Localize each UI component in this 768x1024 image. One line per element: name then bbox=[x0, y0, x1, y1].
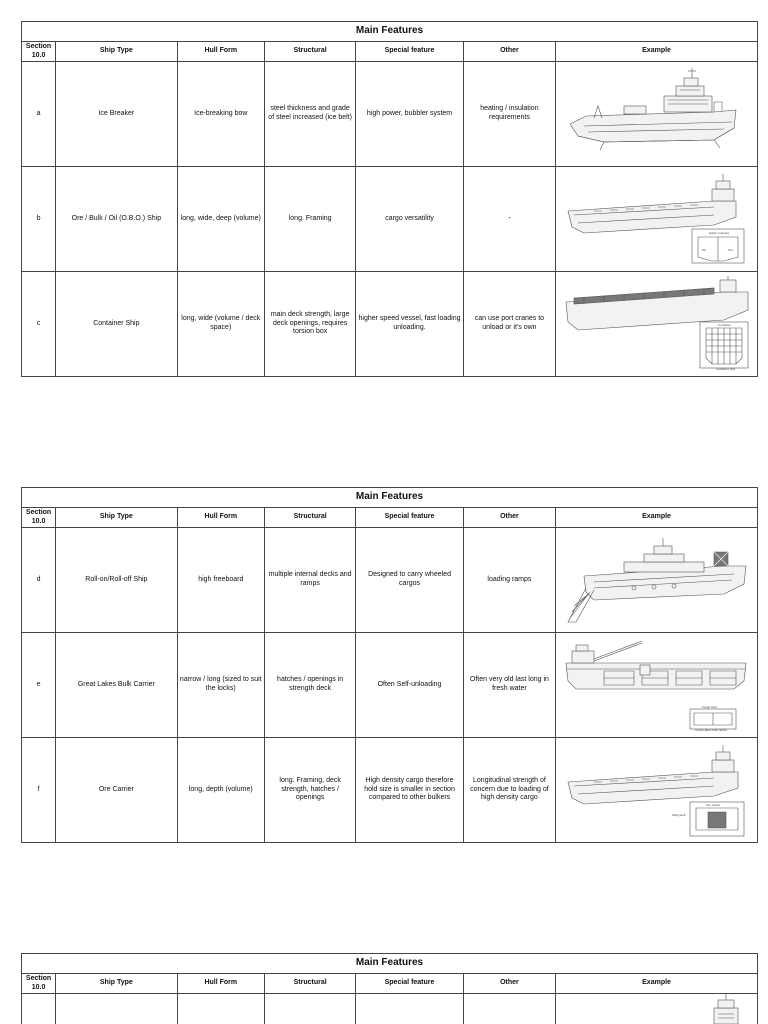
col-header-ship-type: Ship Type bbox=[56, 974, 177, 994]
features-table-3 bbox=[21, 953, 758, 1024]
svg-text:Wing tank: Wing tank bbox=[671, 813, 685, 817]
features-table-1 bbox=[21, 21, 758, 377]
svg-text:Oil: Oil bbox=[701, 248, 706, 252]
svg-text:Container ship: Container ship bbox=[715, 367, 735, 371]
cell-structural: steel thickness and grade of steel increased (ice belt) bbox=[264, 62, 355, 167]
table-row bbox=[22, 994, 758, 1024]
cell-hull-form: narrow / long (sized to suit the locks) bbox=[177, 633, 264, 738]
cell-special: High density cargo therefore hold size is smaller in section compared to other bulkers bbox=[356, 738, 463, 843]
partial-ship-drawing bbox=[564, 994, 750, 1024]
cell-ship-type: Ore Carrier bbox=[56, 738, 177, 843]
cell-special: Often Self-unloading bbox=[356, 633, 463, 738]
cell-example bbox=[556, 528, 758, 633]
col-header-other: Other bbox=[463, 974, 555, 994]
col-header-hull-form: Hull Form bbox=[177, 974, 264, 994]
svg-text:Cargo hold: Cargo hold bbox=[701, 705, 717, 709]
cell-ship-type: Ice Breaker bbox=[56, 62, 177, 167]
col-header-structural: Structural bbox=[264, 42, 355, 62]
col-header-hull-form: Hull Form bbox=[177, 508, 264, 528]
cell-example bbox=[556, 62, 758, 167]
table-title: Main Features bbox=[22, 954, 758, 974]
table-row bbox=[22, 167, 758, 272]
cell-section: b bbox=[22, 167, 56, 272]
col-header-example: Example bbox=[556, 42, 758, 62]
col-header-other: Other bbox=[463, 42, 555, 62]
cell-example bbox=[556, 994, 758, 1024]
table-row bbox=[22, 633, 758, 738]
icebreaker-drawing bbox=[564, 66, 750, 162]
svg-text:Container: Container bbox=[717, 323, 731, 327]
cell-structural: long. Framing bbox=[264, 167, 355, 272]
col-header-special: Special feature bbox=[356, 974, 463, 994]
cell-example bbox=[556, 738, 758, 843]
col-header-special: Special feature bbox=[356, 508, 463, 528]
cell-hull-form: long, wide (volume / deck space) bbox=[177, 272, 264, 377]
cell-structural: hatches / openings in strength deck bbox=[264, 633, 355, 738]
col-header-example: Example bbox=[556, 974, 758, 994]
table-row bbox=[22, 62, 758, 167]
svg-text:Great Lakes bulk carrier: Great Lakes bulk carrier bbox=[694, 728, 727, 732]
table-row bbox=[22, 528, 758, 633]
container-ship-drawing bbox=[564, 276, 750, 372]
cell-special: cargo versatility bbox=[356, 167, 463, 272]
laker-drawing bbox=[564, 637, 750, 733]
cell-special: Designed to carry wheeled cargos bbox=[356, 528, 463, 633]
cell-other: - bbox=[463, 167, 555, 272]
cell-ship-type: Ore / Bulk / Oil (O.B.O.) Ship bbox=[56, 167, 177, 272]
cell-section: d bbox=[22, 528, 56, 633]
col-header-hull-form: Hull Form bbox=[177, 42, 264, 62]
cell-ship-type: Great Lakes Bulk Carrier bbox=[56, 633, 177, 738]
roro-ship-drawing bbox=[564, 532, 750, 628]
table-title: Main Features bbox=[22, 488, 758, 508]
cell-structural: main deck strength, large deck openings, requires torsion box bbox=[264, 272, 355, 377]
cell-structural: long. Framing, deck strength, hatches / openings bbox=[264, 738, 355, 843]
features-table-2 bbox=[21, 487, 758, 843]
cell-structural: multiple internal decks and ramps bbox=[264, 528, 355, 633]
cell-section: c bbox=[22, 272, 56, 377]
cell-other: Longitudinal strength of concern due to loading of high density cargo bbox=[463, 738, 555, 843]
cell-hull-form: long, depth (volume) bbox=[177, 738, 264, 843]
table-row bbox=[22, 272, 758, 377]
col-header-ship-type: Ship Type bbox=[56, 508, 177, 528]
table-title: Main Features bbox=[22, 22, 758, 42]
cell-other: can use port cranes to unload or it's own bbox=[463, 272, 555, 377]
svg-text:Hatch coaming: Hatch coaming bbox=[708, 231, 729, 235]
col-header-other: Other bbox=[463, 508, 555, 528]
cell-section: f bbox=[22, 738, 56, 843]
svg-text:Ore: Ore bbox=[727, 248, 733, 252]
cell-other: heating / insulation requirements bbox=[463, 62, 555, 167]
cell-example bbox=[556, 167, 758, 272]
cell-other: loading ramps bbox=[463, 528, 555, 633]
col-header-structural: Structural bbox=[264, 508, 355, 528]
col-header-section: Section 10.0 bbox=[22, 974, 56, 994]
col-header-example: Example bbox=[556, 508, 758, 528]
col-header-structural: Structural bbox=[264, 974, 355, 994]
col-header-section: Section 10.0 bbox=[22, 508, 56, 528]
cell-other: Often very old last long in fresh water bbox=[463, 633, 555, 738]
cell-hull-form: long, wide, deep (volume) bbox=[177, 167, 264, 272]
cell-ship-type: Roll-on/Roll-off Ship bbox=[56, 528, 177, 633]
svg-text:Ore carrier: Ore carrier bbox=[705, 803, 720, 807]
col-header-special: Special feature bbox=[356, 42, 463, 62]
ore-carrier-drawing bbox=[564, 742, 750, 838]
table-row bbox=[22, 738, 758, 843]
col-header-ship-type: Ship Type bbox=[56, 42, 177, 62]
cell-special: high power, bubbler system bbox=[356, 62, 463, 167]
col-header-section: Section 10.0 bbox=[22, 42, 56, 62]
cell-ship-type: Container Ship bbox=[56, 272, 177, 377]
cell-section: e bbox=[22, 633, 56, 738]
cell-example bbox=[556, 633, 758, 738]
cell-special: higher speed vessel, fast loading unloading. bbox=[356, 272, 463, 377]
cell-hull-form: Ice-breaking bow bbox=[177, 62, 264, 167]
cell-section: a bbox=[22, 62, 56, 167]
cell-hull-form: high freeboard bbox=[177, 528, 264, 633]
obo-ship-drawing bbox=[564, 171, 750, 267]
cell-example bbox=[556, 272, 758, 377]
